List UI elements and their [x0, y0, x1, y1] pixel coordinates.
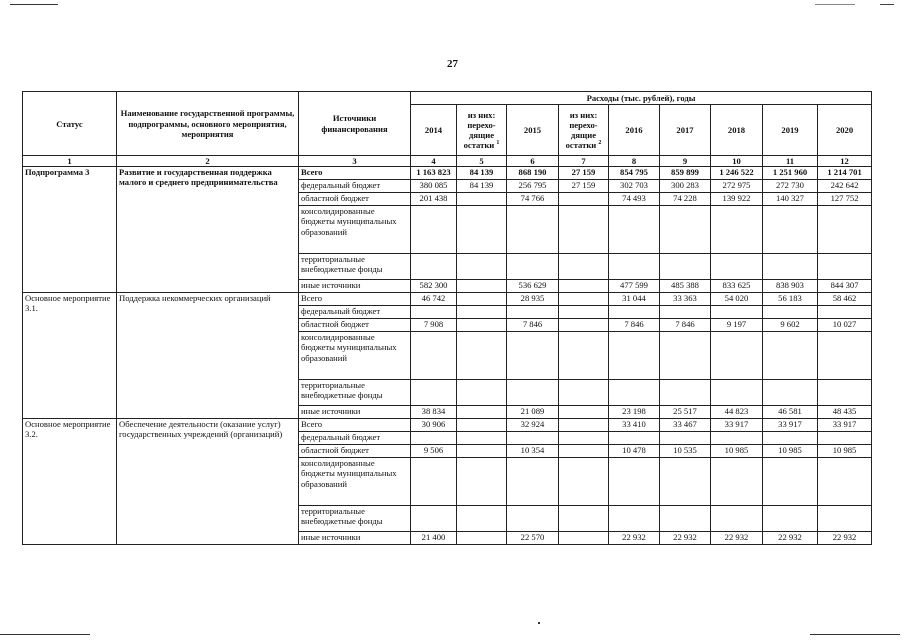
row-value [559, 380, 609, 406]
row-value [457, 293, 507, 306]
row-value [660, 380, 711, 406]
row-funding-source: консолидированные бюджеты муниципальных образований [299, 458, 411, 506]
row-value [457, 432, 507, 445]
row-value [763, 432, 818, 445]
row-value: 380 085 [411, 180, 457, 193]
row-value [818, 432, 872, 445]
row-value [411, 458, 457, 506]
row-value: 9 197 [711, 319, 763, 332]
row-value [711, 206, 763, 254]
row-value [660, 332, 711, 380]
row-value: 27 159 [559, 180, 609, 193]
row-value [457, 280, 507, 293]
row-value [559, 254, 609, 280]
row-value: 33 917 [763, 419, 818, 432]
header-of-them-1: из них: [467, 109, 496, 120]
row-value [559, 319, 609, 332]
row-value [559, 280, 609, 293]
row-value [711, 332, 763, 380]
footnote-mark-2: 2 [598, 140, 602, 147]
row-value: 10 535 [660, 445, 711, 458]
row-value [818, 306, 872, 319]
row-value [457, 506, 507, 532]
row-value: 74 493 [609, 193, 660, 206]
row-value: 242 642 [818, 180, 872, 193]
column-number: 8 [609, 156, 660, 167]
row-value [411, 306, 457, 319]
header-year-2018: 2018 [711, 105, 763, 156]
top-rule-corner [880, 4, 894, 5]
row-value: 46 742 [411, 293, 457, 306]
row-value [457, 532, 507, 545]
row-value [818, 206, 872, 254]
row-value: 140 327 [763, 193, 818, 206]
row-value: 838 903 [763, 280, 818, 293]
column-number: 9 [660, 156, 711, 167]
bottom-rule-left [0, 634, 90, 635]
row-value [559, 506, 609, 532]
row-value: 844 307 [818, 280, 872, 293]
row-value [711, 432, 763, 445]
row-value: 10 985 [711, 445, 763, 458]
row-value [660, 432, 711, 445]
row-value [660, 254, 711, 280]
row-value: 23 198 [609, 406, 660, 419]
row-value [559, 432, 609, 445]
row-status: Основное мероприятие 3.1. [23, 293, 117, 419]
row-value: 127 752 [818, 193, 872, 206]
row-value: 1 251 960 [763, 167, 818, 180]
row-value: 272 975 [711, 180, 763, 193]
row-value [507, 254, 559, 280]
header-carryover-2 [559, 105, 609, 156]
row-value [411, 432, 457, 445]
top-rule-right [815, 4, 855, 5]
row-value: 854 795 [609, 167, 660, 180]
row-value [763, 380, 818, 406]
row-value: 477 599 [609, 280, 660, 293]
row-value [763, 506, 818, 532]
row-value [507, 380, 559, 406]
row-value [457, 406, 507, 419]
column-number: 6 [507, 156, 559, 167]
row-value: 22 570 [507, 532, 559, 545]
row-funding-source: территориальные внебюджетные фонды [299, 380, 411, 406]
header-carryover-1 [457, 105, 507, 156]
row-value [660, 206, 711, 254]
row-value: 58 462 [818, 293, 872, 306]
row-value [457, 419, 507, 432]
row-value [507, 332, 559, 380]
row-value: 56 183 [763, 293, 818, 306]
row-funding-source: областной бюджет [299, 193, 411, 206]
row-value [559, 532, 609, 545]
row-value: 74 228 [660, 193, 711, 206]
column-number: 11 [763, 156, 818, 167]
row-value: 44 823 [711, 406, 763, 419]
header-status: Статус [23, 92, 117, 156]
row-value: 10 985 [818, 445, 872, 458]
row-value: 9 602 [763, 319, 818, 332]
row-funding-source: консолидированные бюджеты муниципальных образований [299, 332, 411, 380]
row-value [507, 306, 559, 319]
column-number: 3 [299, 156, 411, 167]
row-value: 10 027 [818, 319, 872, 332]
header-year-2020: 2020 [818, 105, 872, 156]
row-value: 485 388 [660, 280, 711, 293]
row-value: 139 922 [711, 193, 763, 206]
row-value [559, 419, 609, 432]
row-value: 22 932 [763, 532, 818, 545]
column-number: 1 [23, 156, 117, 167]
row-value [660, 306, 711, 319]
row-value [457, 458, 507, 506]
row-value [660, 506, 711, 532]
row-value: 22 932 [609, 532, 660, 545]
row-value [711, 458, 763, 506]
header-name: Наименование государственной программы, подпрограммы, основного мероприятия, мероприятия [117, 92, 299, 156]
table-body [23, 167, 872, 545]
row-value: 536 629 [507, 280, 559, 293]
budget-table [22, 91, 872, 545]
header-of-them-2: из них: [569, 109, 598, 120]
page-number: 27 [447, 58, 458, 70]
row-value [609, 332, 660, 380]
row-value [411, 506, 457, 532]
row-program-name: Развитие и государственная поддержка малого и среднего предпринимательства [117, 167, 299, 293]
row-value [609, 206, 660, 254]
row-value: 859 899 [660, 167, 711, 180]
row-value [609, 306, 660, 319]
row-value [559, 306, 609, 319]
row-value: 7 846 [609, 319, 660, 332]
row-value: 54 020 [711, 293, 763, 306]
row-value [457, 193, 507, 206]
row-value: 1 214 701 [818, 167, 872, 180]
row-funding-source: консолидированные бюджеты муниципальных образований [299, 206, 411, 254]
row-value [457, 445, 507, 458]
row-value: 272 730 [763, 180, 818, 193]
row-value: 21 089 [507, 406, 559, 419]
row-funding-source: иные источники [299, 532, 411, 545]
row-value [711, 380, 763, 406]
row-value: 33 917 [818, 419, 872, 432]
row-funding-source: иные источники [299, 406, 411, 419]
row-value: 28 935 [507, 293, 559, 306]
row-value [763, 306, 818, 319]
footnote-mark-1: 1 [496, 140, 500, 147]
row-value: 74 766 [507, 193, 559, 206]
column-number: 10 [711, 156, 763, 167]
row-value: 7 908 [411, 319, 457, 332]
row-value: 33 410 [609, 419, 660, 432]
row-value [507, 206, 559, 254]
row-value: 7 846 [507, 319, 559, 332]
row-value: 31 044 [609, 293, 660, 306]
column-number-row [23, 156, 872, 167]
table-row [23, 419, 872, 432]
row-value [818, 254, 872, 280]
row-value [457, 254, 507, 280]
row-value: 22 932 [711, 532, 763, 545]
row-value: 10 478 [609, 445, 660, 458]
column-number: 4 [411, 156, 457, 167]
row-funding-source: федеральный бюджет [299, 306, 411, 319]
column-number: 12 [818, 156, 872, 167]
row-value [457, 319, 507, 332]
row-value [609, 432, 660, 445]
row-funding-source: территориальные внебюджетные фонды [299, 254, 411, 280]
column-number: 5 [457, 156, 507, 167]
table-row [23, 167, 872, 180]
row-value: 300 283 [660, 180, 711, 193]
table-row [23, 293, 872, 306]
row-value [457, 206, 507, 254]
row-value [559, 293, 609, 306]
header-year-2017: 2017 [660, 105, 711, 156]
scan-speck [538, 622, 540, 624]
row-value [559, 206, 609, 254]
row-value: 46 581 [763, 406, 818, 419]
row-funding-source: федеральный бюджет [299, 180, 411, 193]
row-value [818, 380, 872, 406]
row-value [763, 332, 818, 380]
row-value [559, 193, 609, 206]
row-funding-source: Всего [299, 293, 411, 306]
row-value: 22 932 [818, 532, 872, 545]
row-value: 10 354 [507, 445, 559, 458]
row-value: 84 139 [457, 167, 507, 180]
row-program-name: Обеспечение деятельности (оказание услуг) государственных учреждений (организаций) [117, 419, 299, 545]
row-value [559, 406, 609, 419]
row-value [711, 306, 763, 319]
row-funding-source: областной бюджет [299, 445, 411, 458]
row-value [411, 254, 457, 280]
header-year-2016: 2016 [609, 105, 660, 156]
row-value [507, 458, 559, 506]
row-value: 302 703 [609, 180, 660, 193]
row-status: Основное мероприятие 3.2. [23, 419, 117, 545]
row-value: 582 300 [411, 280, 457, 293]
row-funding-source: Всего [299, 419, 411, 432]
row-value [507, 506, 559, 532]
column-number: 2 [117, 156, 299, 167]
header-expenses: Расходы (тыс. рублей), годы [411, 92, 872, 105]
row-funding-source: территориальные внебюджетные фонды [299, 506, 411, 532]
row-value: 1 163 823 [411, 167, 457, 180]
row-funding-source: федеральный бюджет [299, 432, 411, 445]
row-funding-source: областной бюджет [299, 319, 411, 332]
row-value [609, 254, 660, 280]
header-carryover-1-label: перехо-дящие остатки [463, 120, 496, 151]
row-value [763, 458, 818, 506]
row-value: 33 467 [660, 419, 711, 432]
row-value [507, 432, 559, 445]
row-value [818, 332, 872, 380]
row-value: 33 917 [711, 419, 763, 432]
row-value [711, 254, 763, 280]
row-value [411, 380, 457, 406]
row-value [818, 458, 872, 506]
row-value [763, 206, 818, 254]
header-year-2015: 2015 [507, 105, 559, 156]
row-value [609, 380, 660, 406]
row-value: 9 506 [411, 445, 457, 458]
row-value [457, 306, 507, 319]
row-value: 38 834 [411, 406, 457, 419]
row-value [411, 332, 457, 380]
row-value: 30 906 [411, 419, 457, 432]
row-value: 22 932 [660, 532, 711, 545]
header-year-2014: 2014 [411, 105, 457, 156]
row-value: 7 846 [660, 319, 711, 332]
row-value [457, 332, 507, 380]
row-value: 32 924 [507, 419, 559, 432]
header-year-2019: 2019 [763, 105, 818, 156]
row-funding-source: Всего [299, 167, 411, 180]
row-value [763, 254, 818, 280]
row-value: 84 139 [457, 180, 507, 193]
row-value [559, 445, 609, 458]
row-value [660, 458, 711, 506]
top-rule-left [10, 4, 58, 5]
row-status: Подпрограмма 3 [23, 167, 117, 293]
header-carryover-2-label: перехо-дящие остатки [565, 120, 598, 151]
row-value: 1 246 522 [711, 167, 763, 180]
row-value: 833 625 [711, 280, 763, 293]
row-value: 10 985 [763, 445, 818, 458]
row-value: 25 517 [660, 406, 711, 419]
row-value: 48 435 [818, 406, 872, 419]
row-value: 27 159 [559, 167, 609, 180]
bottom-rule-right [810, 634, 900, 635]
row-value [457, 380, 507, 406]
row-value [609, 506, 660, 532]
row-value: 868 190 [507, 167, 559, 180]
row-funding-source: иные источники [299, 280, 411, 293]
row-value [411, 206, 457, 254]
column-number: 7 [559, 156, 609, 167]
header-sources: Источники финансирования [299, 92, 411, 156]
row-value [711, 506, 763, 532]
row-value [559, 458, 609, 506]
row-value [559, 332, 609, 380]
row-value: 201 438 [411, 193, 457, 206]
row-value [609, 458, 660, 506]
row-value: 21 400 [411, 532, 457, 545]
row-value: 33 363 [660, 293, 711, 306]
row-value [818, 506, 872, 532]
row-program-name: Поддержка некоммерческих организаций [117, 293, 299, 419]
row-value: 256 795 [507, 180, 559, 193]
